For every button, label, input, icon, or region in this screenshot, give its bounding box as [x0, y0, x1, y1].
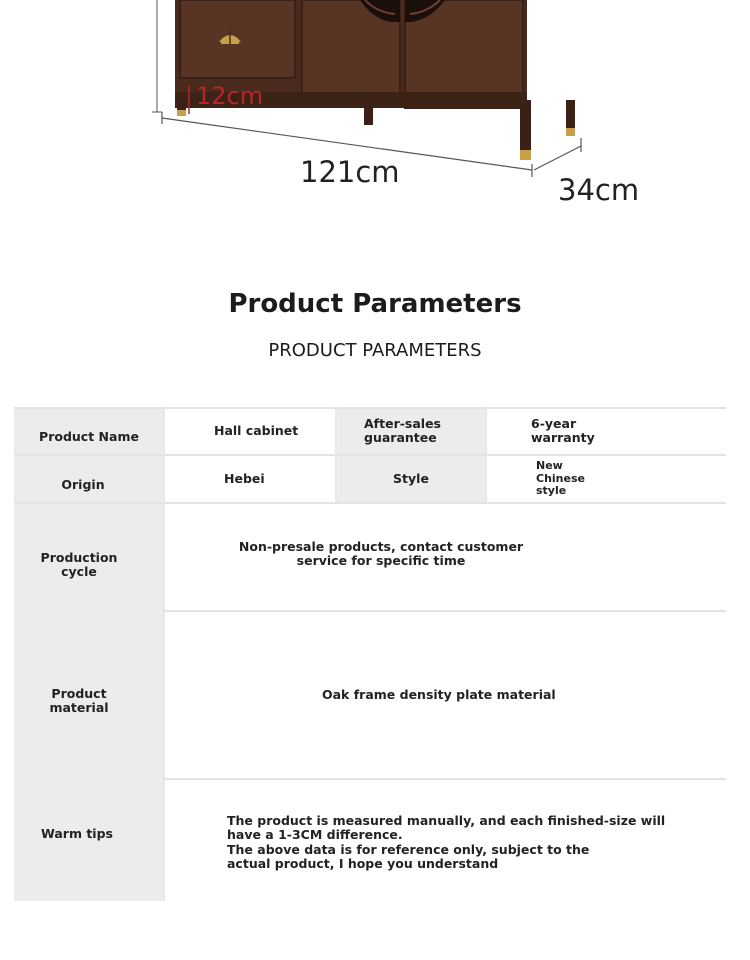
- height-dimension-label: 12cm: [196, 82, 264, 110]
- section-subtitle: PRODUCT PARAMETERS: [268, 340, 482, 361]
- product-material-label: Product material: [14, 611, 164, 779]
- warm-tips-label: Warm tips: [14, 779, 164, 901]
- warm-tips-line-1: The product is measured manually, and each finished-size will have a 1-3CM difference.: [227, 813, 666, 843]
- cabinet-leg-back-right: [566, 100, 575, 130]
- table-divider: [164, 610, 726, 612]
- after-sales-label: After-sales guarantee: [336, 407, 486, 455]
- parameters-table: [14, 407, 726, 901]
- after-sales-value: 6-year warranty: [486, 407, 726, 455]
- table-divider: [14, 454, 726, 456]
- style-value: New Chinese style: [486, 455, 726, 503]
- table-divider: [335, 407, 337, 503]
- cabinet-leg-front-right: [520, 100, 531, 152]
- product-name-label: Product Name: [14, 407, 164, 455]
- table-divider: [14, 407, 726, 409]
- table-divider: [14, 502, 726, 504]
- section-title: Product Parameters: [228, 289, 522, 319]
- origin-label: Origin: [14, 455, 164, 503]
- width-dimension-label: 121cm: [300, 155, 400, 189]
- warm-tips-line-2: The above data is for reference only, subject to the actual product, I hope you understand: [227, 841, 590, 872]
- warm-tips-value: [164, 779, 726, 901]
- cabinet-leg-center: [364, 100, 373, 125]
- origin-value: Hebei: [164, 455, 336, 503]
- production-cycle-label: Production cycle: [14, 503, 164, 611]
- depth-dimension-line: [534, 146, 581, 170]
- product-name-value: Hall cabinet: [164, 407, 336, 455]
- table-divider: [485, 407, 487, 503]
- production-cycle-value: Non-presale products, contact customer service for specific time: [164, 503, 726, 611]
- table-divider: [163, 407, 165, 901]
- style-label: Style: [336, 455, 486, 503]
- product-material-value: Oak frame density plate material: [164, 611, 726, 779]
- depth-dimension-label: 34cm: [558, 173, 640, 207]
- table-divider: [164, 778, 726, 780]
